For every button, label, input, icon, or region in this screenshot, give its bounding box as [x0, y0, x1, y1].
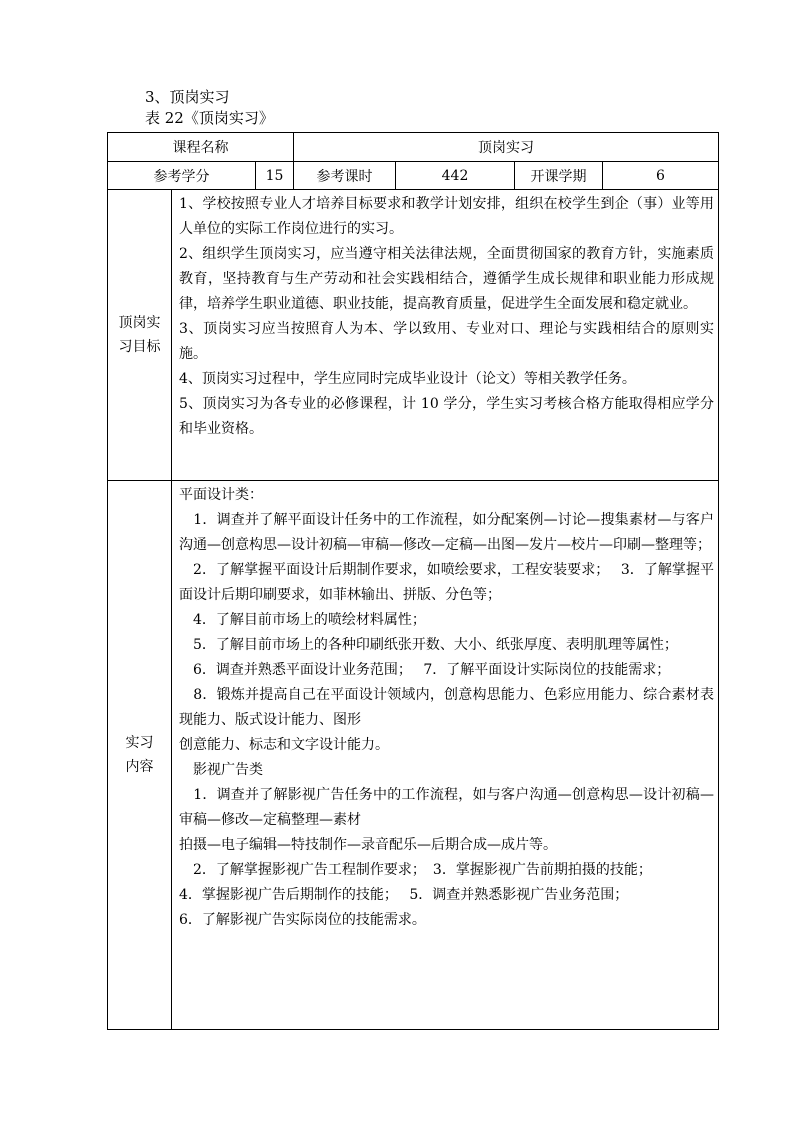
content-item: 8．锻炼并提高自己在平面设计领域内，创意构思能力、色彩应用能力、综合素材表现能力、版式设计能力、图形 — [179, 687, 714, 728]
content-label — [108, 481, 172, 1030]
credits-value: 15 — [256, 162, 294, 190]
section-heading: 3、顶岗实习 — [145, 88, 230, 106]
content-label-line1: 实习 — [125, 735, 154, 751]
course-name-value: 顶岗实习 — [294, 133, 719, 162]
credits-label: 参考学分 — [108, 162, 256, 190]
video-ad-heading: 影视广告类 — [179, 762, 263, 778]
goal-label-line2: 习目标 — [118, 339, 161, 355]
content-item: 2．了解掌握平面设计后期制作要求，如喷绘要求，工程安装要求； 3．了解掌握平面设计后期印刷要求，如菲林输出、拼版、分色等； — [179, 562, 714, 603]
content-item: 拍摄—电子编辑—特技制作—录音配乐—后期合成—成片等。 — [179, 837, 557, 853]
semester-value: 6 — [603, 162, 719, 190]
goal-content — [172, 190, 719, 481]
hours-label: 参考课时 — [294, 162, 396, 190]
content-item: 6．调查并熟悉平面设计业务范围； 7．了解平面设计实际岗位的技能需求； — [179, 662, 671, 678]
table-caption: 表 22《顶岗实习》 — [145, 109, 274, 127]
content-item: 4．掌握影视广告后期制作的技能； 5．调查并熟悉影视广告业务范围； — [179, 887, 629, 903]
semester-label: 开课学期 — [515, 162, 603, 190]
content-item: 6．了解影视广告实际岗位的技能需求。 — [179, 912, 426, 928]
goal-label-line1: 顶岗实 — [118, 315, 161, 331]
goal-item: 1、学校按照专业人才培养目标要求和教学计划安排，组织在校学生到企（事）业等用人单位的实际工作岗位进行的实习。 — [179, 196, 714, 237]
goal-item: 5、顶岗实习为各专业的必修课程，计 10 学分，学生实习考核合格方能取得相应学分和毕业资格。 — [179, 396, 714, 437]
content-label-line2: 内容 — [125, 759, 154, 775]
internship-content — [172, 481, 719, 1030]
course-name-label: 课程名称 — [108, 133, 294, 162]
goal-item: 3、顶岗实习应当按照育人为本、学以致用、专业对口、理论与实践相结合的原则实施。 — [179, 321, 714, 362]
content-item: 5．了解目前市场上的各种印刷纸张开数、大小、纸张厚度、表明肌理等属性； — [179, 637, 678, 653]
goal-label — [108, 190, 172, 481]
content-item: 1．调查并了解平面设计任务中的工作流程，如分配案例—讨论—搜集素材—与客户沟通—创意构思—设计初稿—审稿—修改—定稿—出图—发片—校片—印刷—整理等； — [179, 512, 714, 553]
graphic-design-heading: 平面设计类： — [179, 487, 263, 503]
content-item: 创意能力、标志和文字设计能力。 — [179, 737, 389, 753]
goal-item: 4、顶岗实习过程中，学生应同时完成毕业设计（论文）等相关教学任务。 — [179, 371, 636, 387]
content-item: 4．了解目前市场上的喷绘材料属性； — [179, 612, 426, 628]
goal-item: 2、组织学生顶岗实习，应当遵守相关法律法规，全面贯彻国家的教育方针，实施素质教育，坚持教育与生产劳动和社会实践相结合，遵循学生成长规律和职业能力形成规律，培养学生职业道德、职业技能，提高教育质量，促进学生全面发展和稳定就业。 — [179, 246, 714, 312]
course-table — [107, 132, 719, 1030]
content-item: 1．调查并了解影视广告任务中的工作流程，如与客户沟通—创意构思—设计初稿—审稿—修改—定稿整理—素材 — [179, 787, 714, 828]
content-item: 2．了解掌握影视广告工程制作要求； 3．掌握影视广告前期拍摄的技能； — [179, 862, 652, 878]
hours-value: 442 — [396, 162, 515, 190]
